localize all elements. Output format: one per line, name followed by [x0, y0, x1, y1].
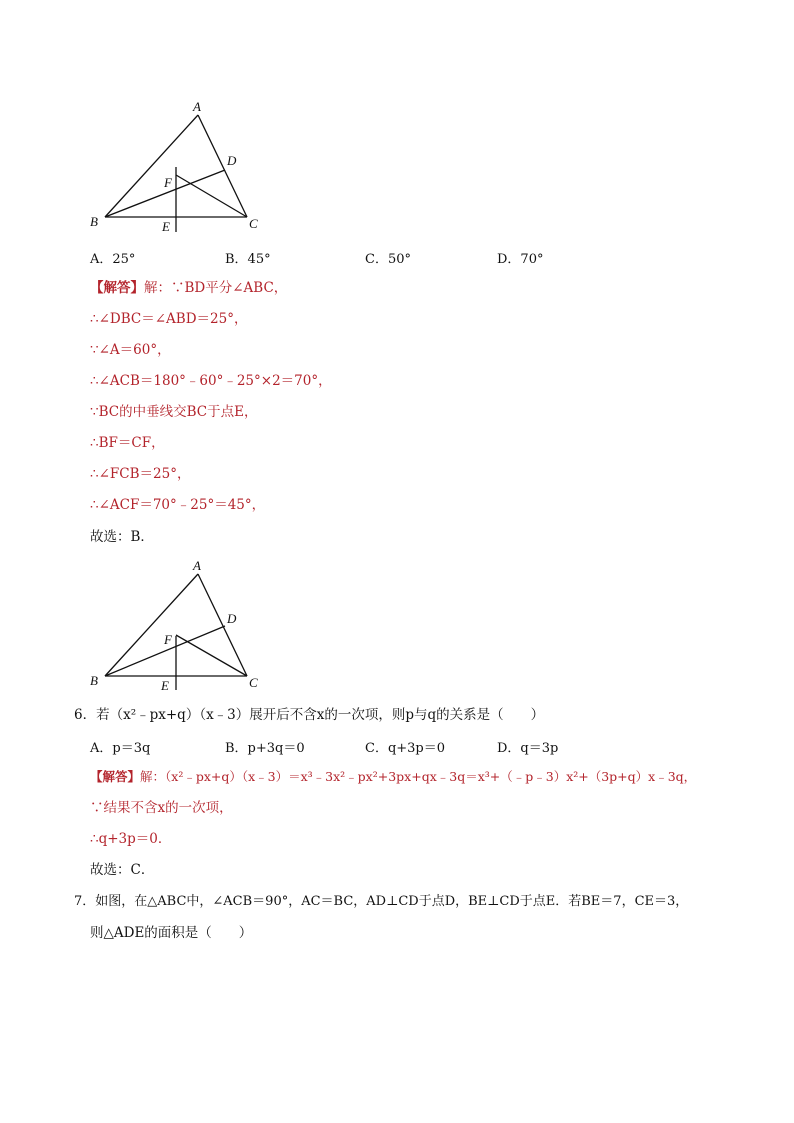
label-e: E [161, 678, 169, 693]
q6-answer-line-4: 故选：C． [90, 862, 155, 878]
side-ac [198, 115, 247, 217]
q5-option-c: C．50° [365, 252, 411, 267]
label-c: C [249, 216, 258, 231]
q6-answer-line-1: 【解答】解：（x²﹣px+q）（x﹣3）＝x³﹣3x²﹣px²+3px+qx﹣3q＝x³+（﹣p﹣3）x²+（3p+q）x﹣3q， [90, 769, 697, 784]
q5-option-a: A．25° [90, 252, 136, 267]
q6-option-d: D．q＝3p [497, 741, 559, 756]
q5-answer-line-8: ∴∠ACF＝70°﹣25°＝45°， [90, 497, 266, 513]
segment-fc [176, 635, 247, 676]
q7-stem-line-1: 7．如图，在△ABC中，∠ACB＝90°，AC＝BC，AD⊥CD于点D，BE⊥CD于点E．若BE＝7，CE＝3， [74, 894, 689, 909]
label-b: B [90, 214, 98, 229]
side-ab [105, 115, 198, 217]
triangle-figure-2 [85, 556, 275, 696]
label-b: B [90, 673, 98, 688]
q5-answer-line-6: ∴BF＝CF， [90, 435, 165, 451]
triangle-figure-1 [85, 95, 275, 240]
answer-tag: 【解答】 [90, 280, 144, 296]
label-d: D [227, 153, 237, 168]
q6-answer-line-3: ∴q+3p＝0． [90, 831, 172, 847]
q5-answer-line-3: ∵∠A＝60°， [90, 342, 171, 358]
q5-answer-line-4: ∴∠ACB＝180°﹣60°﹣25°×2＝70°， [90, 373, 332, 389]
label-c: C [249, 675, 258, 690]
q6-option-c: C．q+3p＝0 [365, 741, 446, 756]
label-d: D [227, 611, 237, 626]
label-f: F [164, 175, 172, 190]
q5-answer-line-7: ∴∠FCB＝25°， [90, 466, 191, 482]
answer-tag: 【解答】 [90, 769, 141, 784]
side-ab [105, 574, 198, 676]
q6-option-b: B．p+3q＝0 [225, 741, 305, 756]
side-ac [198, 574, 247, 676]
q5-answer-line-5: ∵BC的中垂线交BC于点E， [90, 404, 258, 420]
q6-stem: 6．若（x²﹣px+q）（x﹣3）展开后不含x的一次项，则p与q的关系是（ ） [74, 707, 545, 723]
q5-option-d: D．70° [497, 252, 544, 267]
label-f: F [164, 632, 172, 647]
label-a: A [193, 558, 201, 573]
q6-option-a: A．p＝3q [90, 741, 151, 756]
q5-answer-line-2: ∴∠DBC＝∠ABD＝25°， [90, 311, 248, 327]
q7-stem-line-2: 则△ADE的面积是（ ） [90, 925, 253, 941]
q5-answer-line-1: 【解答】解：∵BD平分∠ABC， [90, 280, 288, 296]
label-e: E [162, 219, 170, 234]
label-a: A [193, 99, 201, 114]
q5-answer-line-9: 故选：B． [90, 529, 154, 545]
q5-option-b: B．45° [225, 252, 271, 267]
q6-answer-line-2: ∵结果不含x的一次项， [90, 800, 233, 816]
